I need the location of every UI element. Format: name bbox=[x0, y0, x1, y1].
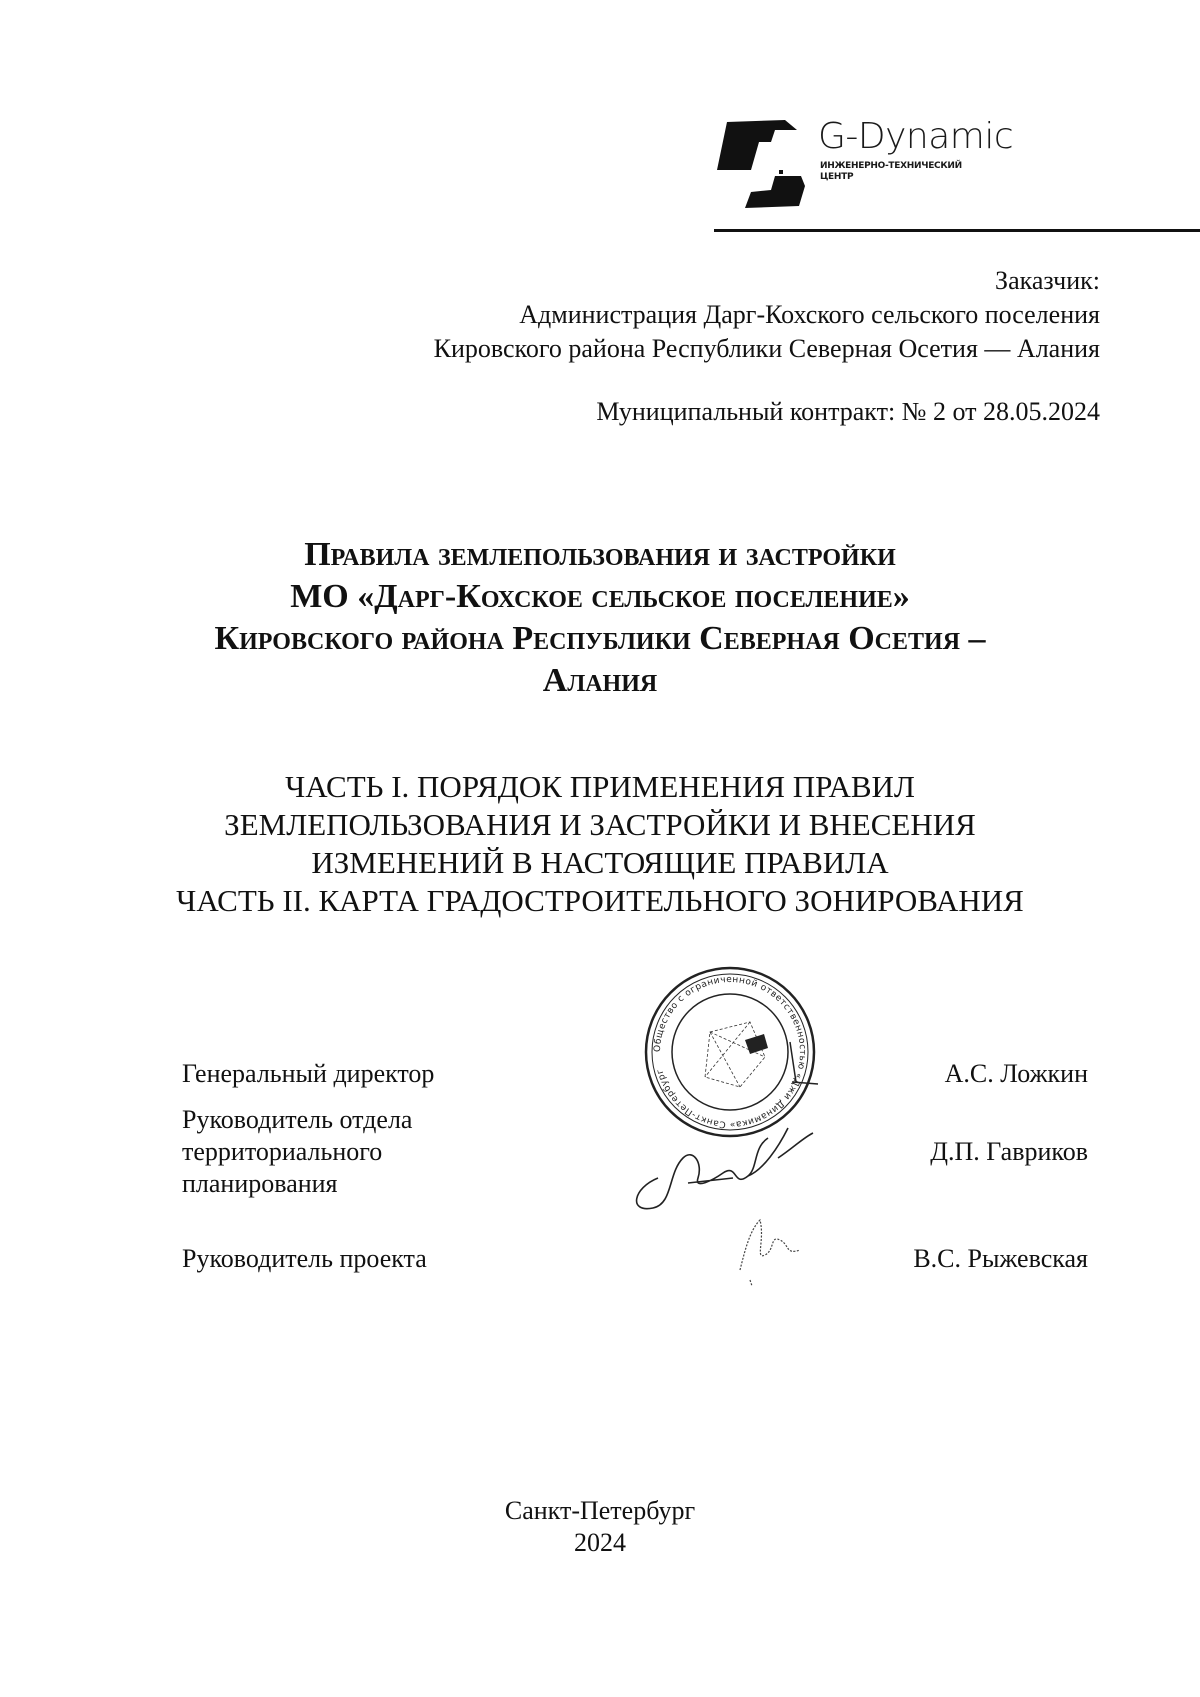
signatory-role-3: Руководитель проекта bbox=[182, 1244, 427, 1273]
signatory-role-1: Генеральный директор bbox=[182, 1059, 435, 1088]
part-line-4: ЧАСТЬ II. КАРТА ГРАДОСТРОИТЕЛЬНОГО ЗОНИРОВАНИЯ bbox=[176, 883, 1024, 918]
title-line-3: Кировского района Республики Северная Осетия – bbox=[214, 620, 986, 657]
customer-label: Заказчик: bbox=[995, 266, 1100, 295]
company-stamp-icon bbox=[640, 962, 820, 1142]
part-line-1: ЧАСТЬ I. ПОРЯДОК ПРИМЕНЕНИЯ ПРАВИЛ bbox=[285, 769, 915, 804]
signatory-role-2: Руководитель отдела территориального планирования bbox=[182, 1105, 413, 1198]
svg-text:Общество с ограниченной ответс: Общество с ограниченной ответственностью «Джи Динамика» Санкт-Петербург bbox=[652, 974, 808, 1130]
contract-info: Муниципальный контракт: № 2 от 28.05.2024 bbox=[596, 397, 1100, 426]
company-logo-icon bbox=[715, 118, 810, 210]
customer-block bbox=[434, 264, 1100, 366]
publication-year: 2024 bbox=[574, 1528, 626, 1557]
signature-gavrikov-icon bbox=[628, 1118, 818, 1218]
signatory-name-1: А.С. Ложкин bbox=[944, 1059, 1088, 1088]
part-line-2: ЗЕМЛЕПОЛЬЗОВАНИЯ И ЗАСТРОЙКИ И ВНЕСЕНИЯ bbox=[224, 807, 976, 842]
document-parts bbox=[0, 768, 1200, 920]
company-logo-subtitle: ИНЖЕНЕРНО-ТЕХНИЧЕСКИЙ ЦЕНТР bbox=[820, 161, 962, 182]
publication-place bbox=[0, 1495, 1200, 1559]
title-line-4: Алания bbox=[542, 662, 658, 699]
signatory-name-2: Д.П. Гавриков bbox=[930, 1137, 1088, 1166]
customer-line-2: Кировского района Республики Северная Осетия — Алания bbox=[433, 334, 1100, 363]
customer-line-1: Администрация Дарг-Кохского сельского поселения bbox=[519, 300, 1100, 329]
signature-ryzhevskaya-icon bbox=[720, 1210, 810, 1290]
part-line-3: ИЗМЕНЕНИЙ В НАСТОЯЩИЕ ПРАВИЛА bbox=[311, 845, 889, 880]
header-divider bbox=[714, 229, 1200, 232]
title-line-1: Правила землепользования и застройки bbox=[304, 536, 896, 573]
company-logo-name: G-Dynamic bbox=[818, 116, 1014, 157]
city-name: Санкт-Петербург bbox=[504, 1496, 696, 1525]
title-line-2: МО «Дарг-Кохское сельское поселение» bbox=[290, 578, 910, 615]
signatory-name-3: В.С. Рыжевская bbox=[913, 1244, 1088, 1273]
document-title bbox=[0, 534, 1200, 702]
